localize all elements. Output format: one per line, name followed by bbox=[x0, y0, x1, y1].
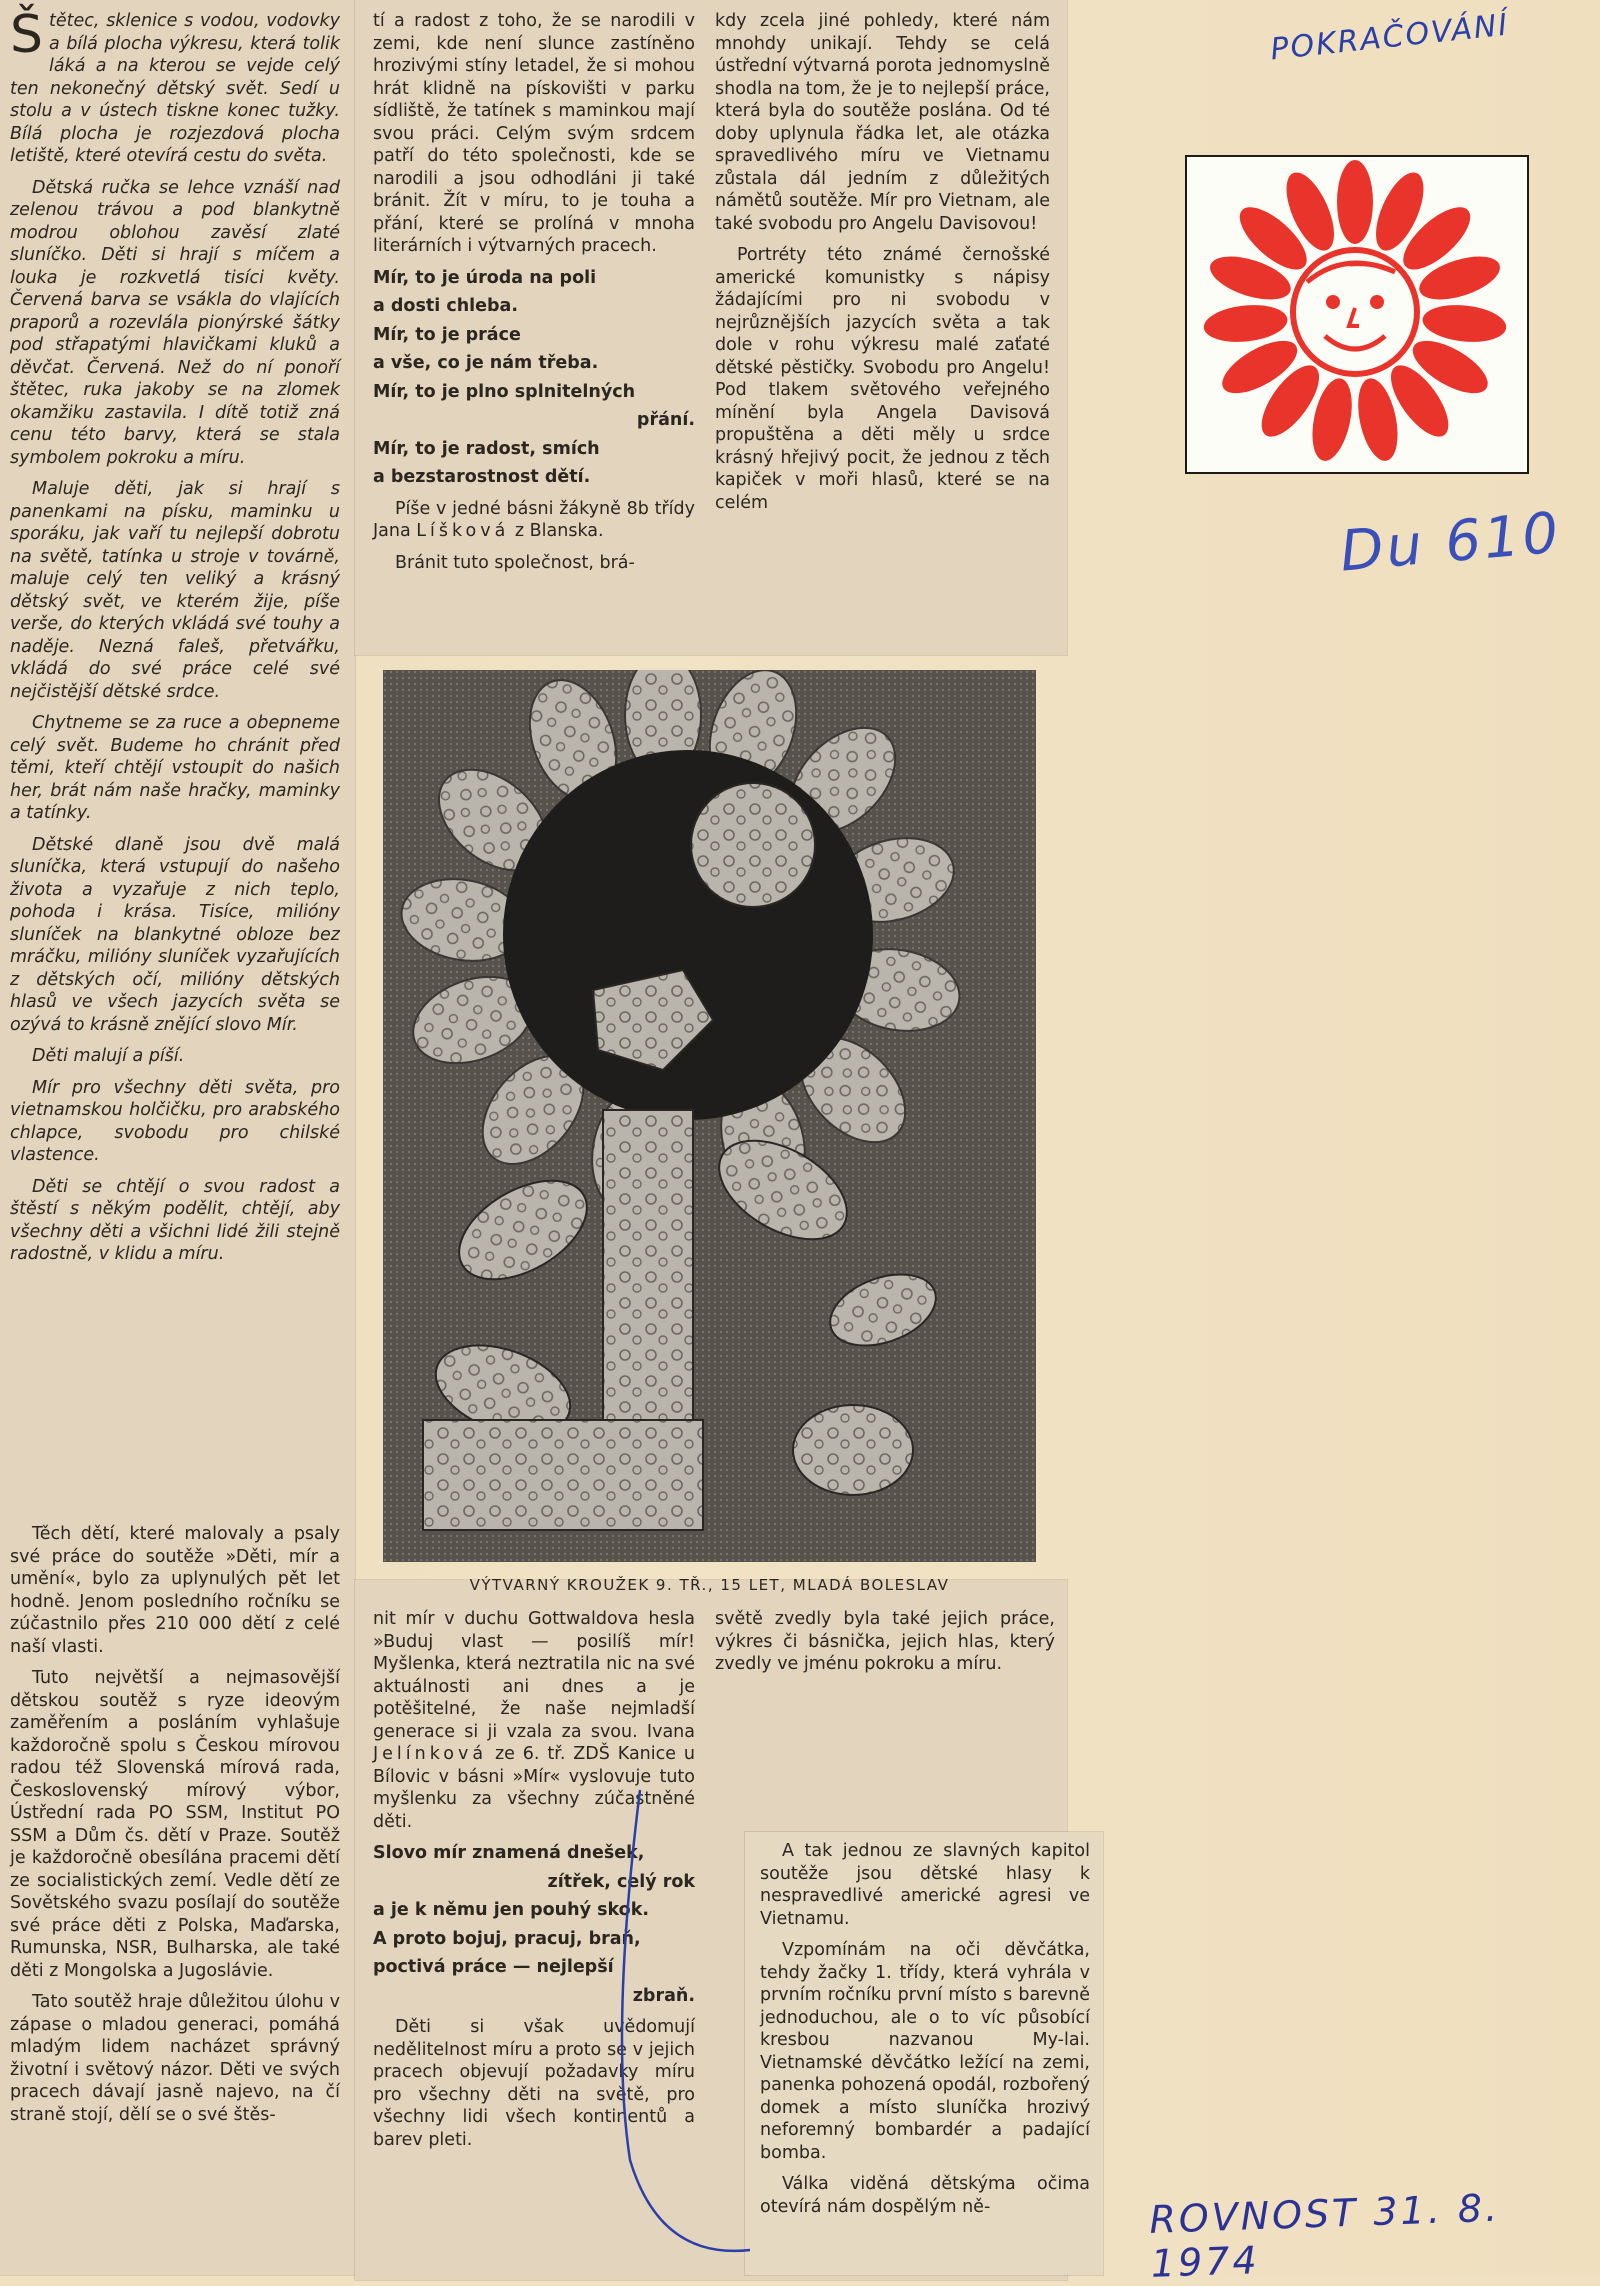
handwritten-continuation-note: POKRAČOVÁNÍ bbox=[1268, 7, 1511, 68]
poem-2: Slovo mír znamená dnešek, zítřek, celý rok a je k němu jen pouhý skok. A proto bojuj, pracuj, braň, poctivá práce — nejlepší zbraň. bbox=[373, 1843, 695, 2006]
paragraph: Tuto největší a nejmasovější dětskou soutěž s ryze ideovým zaměřením a posláním vyhlašuje každoročně spolu s Českou mírovou radou též Slovenská mírová rada, Československý mírový výbor, Ústřední rada PO SSM, Institut PO SSM a Dům čs. dětí v Praze. Soutěž je každoročně obesílána pracemi dětí ze socialistických zemí. Vedle dětí ze Sovětského svazu posílají do soutěže své práce děti z Polska, Maďarska, Rumunska, NSR, Bulharska, ale také děti z Mongolska a Jugoslávie. bbox=[10, 1668, 340, 1981]
poem-attribution: Píše v jedné básni žákyně 8b třídy Jana Líšková z Blanska. bbox=[373, 498, 695, 541]
sunflower-artwork-illustration bbox=[383, 670, 1036, 1562]
article-column-2 bbox=[373, 10, 695, 583]
paragraph: Dětská ručka se lehce vznáší nad zelenou trávou a pod blankytně modrou oblohou zavěsí zlaté sluníčko. Děti si hrají s míčem a louka je rozkvetlá tisíci květy. Červená barva se vsákla do vlajících praporů a rozevlála pionýrské šátky pod střapatými hlavičkami kluků a děvčat. Červená. Než do ní ponoří štětec, ruka jakoby se na zlomek okamžiku zastavila. I dítě totiž zná cenu této barvy, která se stala symbolem pokroku a míru. bbox=[10, 177, 340, 468]
paragraph: A tak jednou ze slavných kapitol soutěže jsou dětské hlasy k nespravedlivé americké agresi ve Vietnamu. bbox=[760, 1841, 1090, 1929]
poem-1: Mír, to je úroda na poli a dosti chleba. Mír, to je práce a vše, co je nám třeba. Mír, to je plno splnitelných přání. Mír, to je radost, smích a bezstarostnost dětí. bbox=[373, 267, 695, 487]
paragraph: tí a radost z toho, že se narodili v zemi, kde není slunce zastíněno hrozivými stíny letadel, že si mohou hrát klidně na pískovišti v parku sídliště, že tatínek s maminkou mají svou práci. Celým svým srdcem patří do této společnosti, kde se narodili a jsou odhodláni ji také bránit. Žít v míru, to je touha a přání, které se prolíná v mnoha literárních i výtvarných pracech. bbox=[373, 11, 695, 256]
handwritten-archive-code: Du 610 bbox=[1337, 500, 1564, 585]
artwork-caption: VÝTVARNÝ KROUŽEK 9. TŘ., 15 LET, MLADÁ BOLESLAV bbox=[469, 1576, 950, 1594]
paragraph: Bránit tuto společnost, brá- bbox=[395, 552, 635, 573]
article-column-1-continued bbox=[10, 1523, 340, 2135]
sun-stamp bbox=[1185, 155, 1529, 474]
paragraph: kdy zcela jiné pohledy, které nám mnohdy unikají. Tehdy se celá ústřední výtvarná porota jednomyslně shodla na tom, že je to nejlepší práce, která byla do soutěže poslána. Od té doby uplynula řádka let, ale otázka spravedlivého míru ve Vietnamu zůstala dál jedním z důležitých námětů soutěže. Mír pro Vietnam, ale také svobodu pro Angelu Davisovou! bbox=[715, 11, 1050, 234]
paragraph: Portréty této známé černošské americké komunistky s nápisy žádajícími pro ni svobodu v nejrůznějších jazycích světa a tak dole v rohu výkresu malé zaťaté dětské pěstičky. Svobodu pro Angelu! Pod tlakem světového veřejného mínění byla Angela Davisová propuštěna a děti měly u srdce krásný hřejivý pocit, že jednou z těch kapiček v moři hlasů, které se na celém bbox=[715, 245, 1050, 513]
children-artwork-sunflower bbox=[383, 670, 1036, 1562]
paragraph: Maluje děti, jak si hrají s panenkami na písku, maminku u sporáku, jak vaří tu nejlepší dobrotu na světě, tatínka u stroje v továrně, maluje celý ten veliký a krásný dětský svět, ve kterém žije, píše verše, do kterých vkládá své touhy a naděje. Nezná faleš, přetvářku, vkládá do své práce celé své nejčistější dětské srdce. bbox=[10, 479, 340, 702]
pen-mark-decoration bbox=[600, 1780, 770, 2280]
paragraph: Vzpomínám na oči děvčátka, tehdy žačky 1. třídy, která vyhrála v prvním ročníku první místo s barevně jednoduchou, ale o to víc působící kresbou nazvanou My-lai. Vietnamské děvčátko ležící na zemi, panenka pohozená opodál, rozbořený domek a místo sluníčka hrozivý neforemný bombardér a padající bomba. bbox=[760, 1940, 1090, 2163]
paragraph: Mír pro všechny děti světa, pro vietnamskou holčičku, pro arabského chlapce, svobodu pro chilské vlastence. bbox=[10, 1077, 340, 1165]
article-column-1 bbox=[10, 5, 340, 1275]
paragraph: Dětské dlaně jsou dvě malá sluníčka, která vstupují do našeho života a vyzařuje z nich teplo, pohoda i krása. Tisíce, milióny sluníček na blankytné obloze bez mráčku, milióny sluníček vyzařujících z dětských očí, milióny dětských hlasů ve všech jazycích světa se ozývá to krásně znějící slovo Mír. bbox=[10, 834, 340, 1035]
article-column-b4 bbox=[760, 1840, 1090, 2227]
opening-paragraph: Štětec, sklenice s vodou, vodovky a bílá plocha výkresu, která tolik láká a na kterou se vejde celý ten nekonečný dětský svět. Sedí u stolu a v ústech tiskne konec tužky. Bílá plocha je rozjezdová plocha letiště, které otevírá cestu do světa. bbox=[10, 5, 340, 166]
paragraph: Těch dětí, které malovaly a psaly své práce do soutěže »Děti, mír a umění«, bylo za uplynulých pět let hodně. Jenom posledního ročníku se zúčastnilo přes 210 000 dětí z celé naší vlasti. bbox=[10, 1524, 340, 1657]
handwritten-source-date: ROVNOST 31. 8. 1974 bbox=[1148, 2185, 1501, 2286]
paragraph: Děti se chtějí o svou radost a štěstí s někým podělit, chtějí, aby všechny děti a všichni lidé žili stejně radostně, v klidu a míru. bbox=[10, 1176, 340, 1264]
drop-cap: Š bbox=[10, 5, 44, 65]
paragraph: Děti si však uvědomují nedělitelnost míru a proto se v jejich pracech objevují požadavky míru pro všechny děti na světě, pro všechny lidi všech kontinentů a barev pleti. bbox=[373, 2017, 695, 2150]
paragraph: Tato soutěž hraje důležitou úlohu v zápase o mladou generaci, pomáhá mladým lidem nacházet správný životní i světový názor. Děti ve svých pracech dávají jasně najevo, na čí straně stojí, dělí se o své štěs- bbox=[10, 1992, 340, 2125]
article-column-b3 bbox=[715, 1608, 1055, 1685]
paragraph: nit mír v duchu Gottwaldova hesla »Buduj vlast — posilíš mír! Myšlenka, která neztratila nic na své aktuálnosti ani dnes a je potěšitelné, že naše nejmladší generace si ji vzala za svou. Ivana Jelínková ze 6. tř. ZDŠ Kanice u Bílovic v básni »Mír« vyslovuje tuto myšlenku za všechny zúčastněné děti. bbox=[373, 1609, 695, 1832]
sun-stamp-icon bbox=[1187, 157, 1523, 468]
paragraph: Děti malují a píší. bbox=[32, 1046, 185, 1066]
paragraph: Válka viděná dětskýma očima otevírá nám dospělým ně- bbox=[760, 2174, 1090, 2217]
article-column-3 bbox=[715, 10, 1050, 523]
paragraph: světě zvedly byla také jejich práce, výkres či básnička, jejich hlas, který zvedly ve jménu pokroku a míru. bbox=[715, 1609, 1055, 1674]
paragraph: Chytneme se za ruce a obepneme celý svět. Budeme ho chránit před těmi, kteří chtějí vstoupit do našich her, brát nám naše hračky, maminky a tatínky. bbox=[10, 713, 340, 823]
